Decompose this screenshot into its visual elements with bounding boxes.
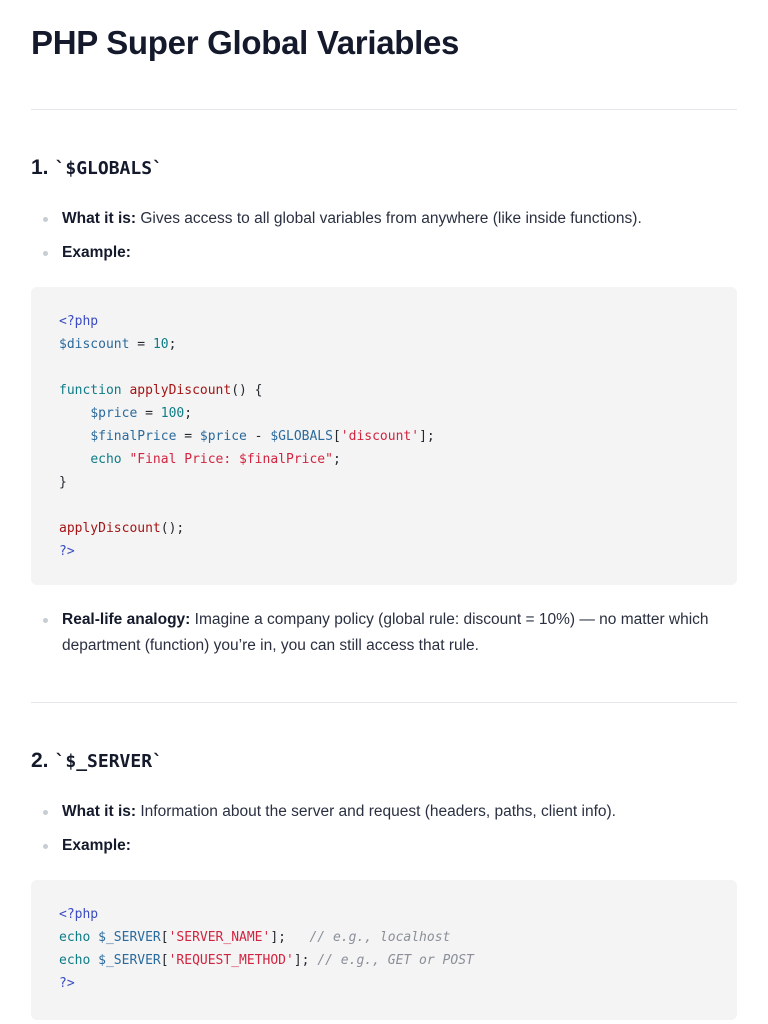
code-token: [ — [332, 429, 341, 444]
code-token: ?> — [59, 976, 75, 991]
code-token: = — [137, 406, 161, 421]
section-1-analogy — [31, 607, 737, 659]
code-token — [59, 452, 90, 467]
code-token: 10 — [152, 337, 169, 352]
code-token: <?php — [59, 907, 99, 922]
code-token: ; — [332, 452, 341, 467]
code-content — [59, 903, 709, 995]
code-token: } — [59, 475, 67, 490]
code-token: ; — [168, 337, 177, 352]
page-title: PHP Super Global Variables — [31, 24, 460, 61]
code-token: $_SERVER — [98, 930, 161, 945]
code-token: echo — [59, 953, 91, 968]
code-token: ]; — [293, 953, 318, 968]
code-token: $price — [199, 429, 247, 444]
list-item: What it is: Gives access to all global variables from anywhere (like inside functions). — [31, 206, 737, 232]
code-token: 100 — [160, 406, 185, 421]
code-token — [59, 429, 90, 444]
section-heading-server — [31, 749, 163, 773]
code-token: 'discount' — [340, 429, 420, 444]
code-token: echo — [90, 452, 122, 467]
code-token — [90, 953, 98, 968]
code-token: applyDiscount — [59, 521, 161, 536]
section-heading-globals — [31, 156, 163, 180]
code-token — [59, 406, 90, 421]
section-number: 1. — [31, 156, 49, 179]
code-token: $discount — [59, 337, 130, 352]
code-token: ]; — [419, 429, 435, 444]
list-item: Example: — [31, 240, 737, 266]
code-token: echo — [59, 930, 91, 945]
divider — [31, 109, 737, 110]
section-1-bullets — [31, 206, 737, 266]
code-token: (); — [160, 521, 185, 536]
code-token: $finalPrice — [90, 429, 177, 444]
code-content — [59, 310, 709, 563]
section-heading-code: `$_SERVER` — [54, 751, 163, 772]
code-token: $price — [90, 406, 138, 421]
code-token: = — [176, 429, 200, 444]
code-token: = — [129, 337, 153, 352]
code-token: ]; — [270, 930, 310, 945]
divider — [31, 702, 737, 703]
code-token: [ — [160, 953, 169, 968]
code-token: // e.g., localhost — [309, 930, 451, 945]
list-item: Real-life analogy: Imagine a company policy (global rule: discount = 10%) — no matter which department (function) you’re in, you can still access that rule. — [31, 607, 737, 659]
code-token: 'SERVER_NAME' — [168, 930, 271, 945]
code-token: - — [246, 429, 271, 444]
section-heading-code: `$GLOBALS` — [54, 158, 163, 179]
code-token: "Final Price: $finalPrice" — [129, 452, 333, 467]
code-token: $_SERVER — [98, 953, 161, 968]
code-token: () { — [231, 383, 263, 398]
list-item: Example: — [31, 833, 737, 859]
code-block-server[interactable] — [31, 880, 737, 1020]
code-token: ; — [184, 406, 193, 421]
section-number: 2. — [31, 749, 49, 772]
code-token: 'REQUEST_METHOD' — [168, 953, 294, 968]
code-token — [90, 930, 98, 945]
code-token: function — [59, 383, 122, 398]
list-item: What it is: Information about the server and request (headers, paths, client info). — [31, 799, 737, 825]
code-token: [ — [160, 930, 169, 945]
code-token: $GLOBALS — [270, 429, 333, 444]
code-token: // e.g., GET or POST — [317, 953, 474, 968]
code-block-globals[interactable] — [31, 287, 737, 585]
section-2-bullets — [31, 799, 737, 859]
code-token: applyDiscount — [129, 383, 232, 398]
code-token: ?> — [59, 544, 75, 559]
code-token: <?php — [59, 314, 99, 329]
